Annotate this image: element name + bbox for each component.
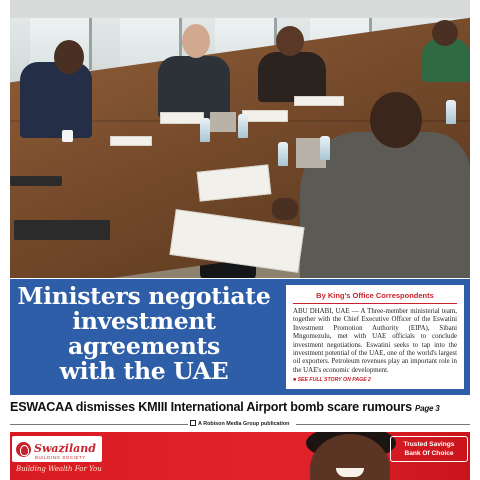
headline-line: investment — [72, 307, 216, 335]
photo-mug — [62, 130, 73, 142]
publication-line — [0, 420, 480, 430]
photo-bottle — [446, 100, 456, 124]
photo-papers — [160, 112, 204, 124]
photo-bottle — [200, 118, 210, 142]
photo-microphone — [10, 176, 62, 186]
building-society-seal-icon — [16, 442, 31, 457]
advert-banner[interactable] — [10, 432, 470, 480]
headline-line: agreements — [68, 332, 220, 360]
publisher-logo-icon — [190, 420, 196, 426]
headline-line: Ministers negotiate — [17, 282, 271, 310]
photo-bottle — [278, 142, 288, 166]
photo-microphone — [14, 220, 110, 240]
story-text: ABU DHABI, UAE — A Three-member ministerial team, together with the Chief Executive Officer of the Eswatini Investment Promotion Authority (EIPA), Sibani Mngomezulu, met with UAE officials to conclude investment negotiations. Eswatini seeks to tap into the investment potential of the UAE, one of the world's largest oil exporters. Petroleum revenues play an important role in the UAE's economic development. — [293, 308, 457, 374]
full-story-link-label: SEE FULL STORY ON PAGE 2 — [297, 377, 371, 384]
photo-tissue-box — [210, 112, 236, 132]
advert-badge-line: Trusted Savings — [403, 441, 455, 448]
headline-line: with the UAE — [59, 357, 229, 385]
advert-logo — [12, 436, 102, 462]
byline: By King's Office Correspondents — [316, 291, 434, 300]
full-story-link[interactable]: ■ SEE FULL STORY ON PAGE 2 — [293, 377, 371, 384]
main-headline[interactable] — [10, 284, 278, 384]
advert-brand-sub: BUILDING SOCIETY — [35, 455, 86, 460]
photo-papers — [294, 96, 344, 106]
advert-badge — [390, 436, 468, 462]
secondary-headline[interactable] — [10, 400, 480, 414]
lead-photo — [10, 0, 470, 278]
photo-papers — [242, 110, 288, 122]
photo-papers — [110, 136, 152, 146]
advert-tagline: Building Wealth For You — [16, 465, 102, 473]
photo-bottle — [238, 114, 248, 138]
photo-blind — [10, 0, 470, 18]
divider — [296, 424, 470, 425]
story-box — [286, 285, 464, 389]
secondary-headline-text: ESWACAA dismisses KMIII International Airport bomb scare rumours — [10, 400, 412, 414]
photo-bottle — [320, 136, 330, 160]
advert-badge-line: Bank Of Choice — [404, 450, 454, 457]
byline-rule — [293, 303, 457, 304]
publication-credit — [190, 420, 294, 427]
advert-brand: Swaziland — [34, 442, 96, 455]
divider — [10, 424, 188, 425]
publication-label: A Robison Media Group publication — [198, 421, 290, 427]
page-reference: Page 3 — [414, 404, 440, 413]
